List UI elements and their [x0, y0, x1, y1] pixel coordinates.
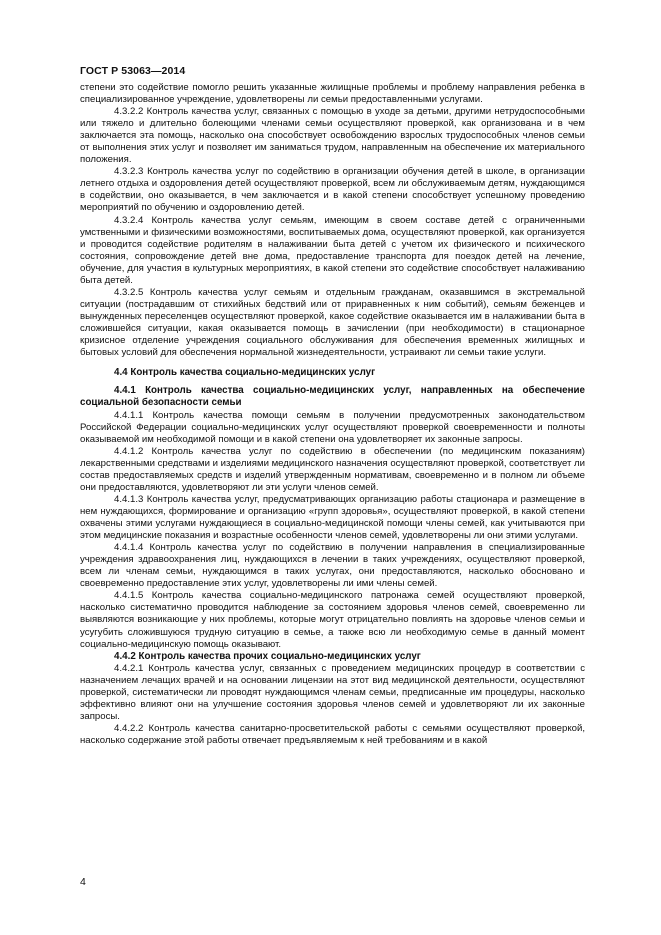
paragraph-4-4-1-1: 4.4.1.1 Контроль качества помощи семьям в получении предусмотренных законодательством Российской Федерации социально-медицинских услуг осуществляют проверкой своевременности и полноты оказываемой им необходимой помощи и в какой степени она удовлетворяет их законные запросы.	[80, 409, 585, 445]
paragraph-4-4-1-4: 4.4.1.4 Контроль качества услуг по содействию в получении направления в специализированные учреждения здравоохранения лиц, нуждающихся в лечении в таких учреждениях, осуществляют проверкой, всем ли членам семьи, нуждающимся в таких услугах, они предоставляются, насколько обосновано и своевременно предоставление этих услуг, удовлетворены ли ими члены семей.	[80, 542, 585, 590]
document-body	[80, 82, 585, 747]
paragraph-4-4-1-5: 4.4.1.5 Контроль качества социально-медицинского патронажа семей осуществляют проверкой, насколько систематично проводится наблюдение за состоянием здоровья членов семей, своевременно ли выявляются возникающие у них проблемы, которые могут отрицательно повлиять на здоровье членов семьи и усугубить сложившуюся трудную ситуацию в семье, а также всю ли необходимую семье в данный момент социально-медицинскую помощь оказывают.	[80, 590, 585, 650]
paragraph-4-4-1-2: 4.4.1.2 Контроль качества услуг по содействию в обеспечении (по медицинским показаниям) лекарственными средствами и изделиями медицинского назначения осуществляют проверкой, соответствует ли состав предоставляемых средств и изделий утвержденным нормативам, своевременно и в полном ли объеме они предоставляются, удовлетворяют ли эти услуги членов семей.	[80, 445, 586, 493]
paragraph-4-4-1-3: 4.4.1.3 Контроль качества услуг, предусматривающих организацию работы стационара и размещение в нем нуждающихся, формирование и организацию «групп здоровья», осуществляют проверкой, в какой степени охвачены этими услугами нуждающиеся в социально-медицинской помощи члены семей, как учитываются при этом медицинские показания и возрастные особенности членов семей, удовлетворены ли они этими услугами.	[80, 494, 585, 542]
paragraph-4-3-2-2: 4.3.2.2 Контроль качества услуг, связанных с помощью в уходе за детьми, другими нетрудоспособными или тяжело и длительно болеющими членами семьи осуществляют проверкой, как организована и в чем заключается эта помощь, насколько она способствует освобождению взрослых трудоспособных членов семьи от выполнения этих услуг и позволяет им заниматься трудом, направленным на обеспечение их материального положения.	[80, 106, 585, 166]
subsection-heading-4-4-1: 4.4.1 Контроль качества социально-медицинских услуг, направленных на обеспечение социальной безопасности семьи	[80, 385, 585, 409]
document-header: ГОСТ Р 53063—2014	[80, 65, 186, 77]
section-heading-4-4: 4.4 Контроль качества социально-медицинских услуг	[114, 367, 376, 379]
paragraph-4-3-2-5: 4.3.2.5 Контроль качества услуг семьям и отдельным гражданам, оказавшимся в экстремальной ситуации (пострадавшим от стихийных бедствий или от приравненных к ним событий), семьям беженцев и вынужденных переселенцев осуществляют проверкой, какое содействие оказывается им в налаживании быта в сложившейся ситуации, какая оказывается помощь в зачислении (при необходимости) в стационарное кризисное отделение учреждения социального обслуживания для обеспечения временных жилищных и бытовых условий для обеспечения нормальной жизнедеятельности, устраивают ли семьи такие услуги.	[80, 286, 585, 359]
paragraph-continuation: степени это содействие помогло решить указанные жилищные проблемы и проблему направления ребенка в специализированное учреждение, удовлетворены ли семьи предоставленными услугами.	[80, 82, 585, 106]
paragraph-4-3-2-4: 4.3.2.4 Контроль качества услуг семьям, имеющим в своем составе детей с ограниченными умственными и физическими возможностями, воспитываемых дома, осуществляют проверкой, как организуется и проводится содействие родителям в налаживании быта детей с учетом их физического и психического состояния, сопровождение детей вне дома, предоставление транспорта для поездок детей на лечение, обучение, для участия в культурных мероприятиях, в какой степени это содействие способствует налаживанию быта детей.	[80, 214, 585, 286]
page-number: 4	[80, 876, 86, 888]
subsection-heading-4-4-2: 4.4.2 Контроль качества прочих социально-медицинских услуг	[114, 650, 421, 662]
paragraph-4-4-2-2: 4.4.2.2 Контроль качества санитарно-просветительской работы с семьями осуществляют проверкой, насколько содержание этой работы отвечает предъявляемым к ней требованиям и в какой	[80, 723, 585, 747]
paragraph-4-4-2-1: 4.4.2.1 Контроль качества услуг, связанных с проведением медицинских процедур в соответствии с назначением лечащих врачей и на основании лицензии на этот вид медицинской деятельности, осуществляют проверкой, систематически ли проводят нуждающимся членам семьи, предписанные им процедуры, насколько эффективно влияют они на улучшение состояния здоровья членов семей и удовлетворяют ли их законные запросы.	[80, 662, 585, 723]
paragraph-4-3-2-3: 4.3.2.3 Контроль качества услуг по содействию в организации обучения детей в школе, в организации летнего отдыха и оздоровления детей осуществляют проверкой, всем ли обслуживаемым детям, нуждающимся в содействии, оно оказывается, в чем заключается и в какой степени способствует успешному проведению мероприятий по обучению и оздоровлению детей.	[80, 166, 585, 214]
